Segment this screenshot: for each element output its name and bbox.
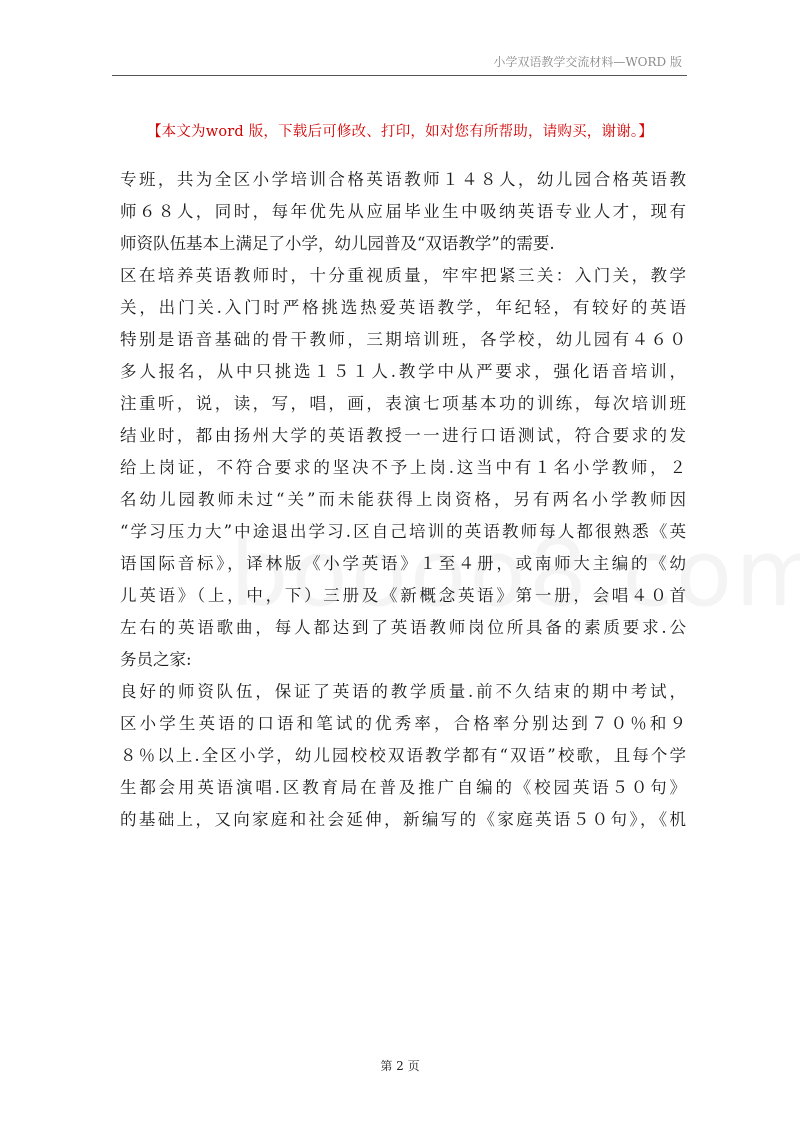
download-notice: 【本文为word 版，下载后可修改、打印，如对您有所帮助，请购买，谢谢。】 (146, 124, 654, 140)
body-line: 生都会用英语演唱.区教育局在普及推广自编的《校园英语５０句》 (120, 778, 686, 797)
body-line: 区在培养英语教师时，十分重视质量，牢牢把紧三关：入门关，教学 (120, 266, 686, 285)
body-line: ８％以上.全区小学，幼儿园校校双语教学都有“双语”校歌，且每个学 (120, 746, 686, 765)
body-line: 多人报名，从中只挑选１５１人.教学中从严要求，强化语音培训， (120, 362, 686, 381)
body-line: 师资队伍基本上满足了小学，幼儿园普及“双语教学”的需要. (120, 234, 555, 253)
body-line: 师６８人，同时，每年优先从应届毕业生中吸纳英语专业人才，现有 (120, 202, 686, 221)
body-line: 的基础上，又向家庭和社会延伸，新编写的《家庭英语５０句》，《机 (120, 810, 686, 829)
body-line: 特别是语音基础的骨干教师，三期培训班，各学校，幼儿园有４６０ (120, 330, 686, 349)
body-line: 注重听，说，读，写，唱，画，表演七项基本功的训练，每次培训班 (120, 394, 686, 413)
body-line: 语国际音标》，译林版《小学英语》１至４册，或南师大主编的《幼 (120, 554, 686, 573)
header-title: 小学双语教学交流材料—WORD 版 (493, 55, 682, 69)
body-line: “学习压力大”中途退出学习.区自己培训的英语教师每人都很熟悉《英 (120, 522, 686, 541)
header-divider (112, 75, 687, 76)
body-line: 儿英语》（上，中，下）三册及《新概念英语》第一册，会唱４０首 (120, 586, 686, 605)
body-line: 专班，共为全区小学培训合格英语教师１４８人，幼儿园合格英语教 (120, 170, 686, 189)
page-number: 第 2 页 (380, 1059, 420, 1073)
body-line: 左右的英语歌曲，每人都达到了英语教师岗位所具备的素质要求.公 (120, 618, 686, 637)
body-line: 区小学生英语的口语和笔试的优秀率，合格率分别达到７０％和９ (120, 714, 686, 733)
body-line: 关，出门关.入门时严格挑选热爱英语教学，年纪轻，有较好的英语 (120, 298, 686, 317)
body-line: 务员之家: (120, 650, 192, 669)
body-line: 给上岗证，不符合要求的坚决不予上岗.这当中有１名小学教师，２ (120, 458, 686, 477)
document-body (120, 164, 686, 836)
body-line: 结业时，都由扬州大学的英语教授一一进行口语测试，符合要求的发 (120, 426, 686, 445)
body-line: 良好的师资队伍，保证了英语的教学质量.前不久结束的期中考试， (120, 682, 686, 701)
body-line: 名幼儿园教师未过“关”而未能获得上岗资格，另有两名小学教师因 (120, 490, 686, 509)
